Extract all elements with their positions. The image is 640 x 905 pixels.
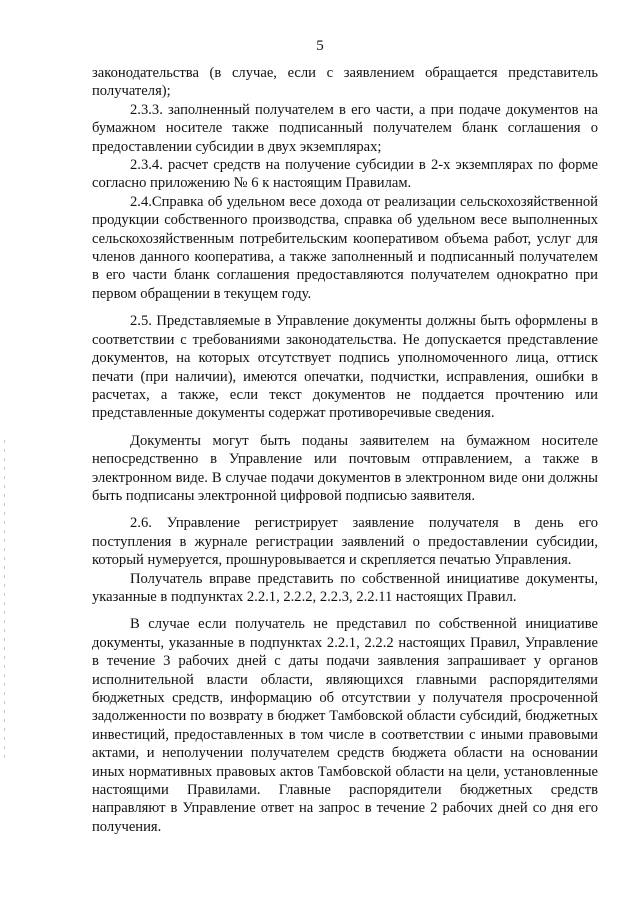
paragraph-interagency-request: В случае если получатель не представил по собственной инициативе документы, указанные в подпунктах 2.2.1, 2.2.2 настоящих Правил, Управление в течение 3 рабочих дней с даты подачи заявления запрашивает у органов исполнительной власти области, являющихся главными распорядителями бюджетных средств, информацию об отсутствии у получателя просроченной задолженности по возврату в бюджет Тамбовской области субсидий, бюджетных инвестиций, предоставленных в том числе в соответствии с иными правовыми актами, и неполучении получателем средств бюджета области на основании иных нормативных правовых актов Тамбовской области на цели, установленные настоящими Правилами. Главные распорядители бюджетных средств направляют в Управление ответ на запрос в течение 2 рабочих дней со дня его получения. [92, 616, 598, 835]
binding-margin-marks [4, 440, 6, 770]
paragraph-2-4: 2.4.Справка об удельном весе дохода от реализации сельскохозяйственной продукции собственного производства, справка об удельном весе выполненных сельскохозяйственным потребительским кооперативом объема работ, услуг для членов данного кооператива, а также заполненный и подписанный получателем в его части бланк соглашения предоставляются получателем однократно при первом обращении в текущем году. [92, 193, 598, 302]
page-number: 5 [316, 38, 324, 54]
paragraph-2-6: 2.6. Управление регистрирует заявление получателя в день его поступления в журнале регистрации заявлений о предоставлении субсидии, который нумеруется, прошнуровывается и скрепляется печатью Управления. [92, 515, 598, 569]
paragraph-recipient-right: Получатель вправе представить по собственной инициативе документы, указанные в подпунктах 2.2.1, 2.2.2, 2.2.3, 2.2.11 настоящих Правил. [92, 570, 598, 605]
paragraph-2-3-3: 2.3.3. заполненный получателем в его части, а при подаче документов на бумажном носителе также подписанный получателем бланк соглашения о предоставлении субсидии в двух экземплярах; [92, 101, 598, 155]
paragraph-2-3-4: 2.3.4. расчет средств на получение субсидии в 2-х экземплярах по форме согласно приложению № 6 к настоящим Правилам. [92, 157, 598, 192]
document-body [92, 64, 598, 836]
paragraph-2-5: 2.5. Представляемые в Управление документы должны быть оформлены в соответствии с требованиями законодательства. Не допускается представление документов, на которых отсутствует подпись уполномоченного лица, оттиск печати (при наличии), имеются опечатки, подчистки, исправления, ошибки в расчетах, а также, если текст документов не поддается прочтению или представленные документы содержат противоречивые сведения. [92, 313, 598, 422]
paragraph-electronic-submission: Документы могут быть поданы заявителем на бумажном носителе непосредственно в Управление или почтовым отправлением, а также в электронном виде. В случае подачи документов в электронном виде они должны быть подписаны электронной цифровой подписью заявителя. [92, 432, 598, 504]
paragraph-continuation: законодательства (в случае, если с заявлением обращается представитель получателя); [92, 65, 598, 100]
